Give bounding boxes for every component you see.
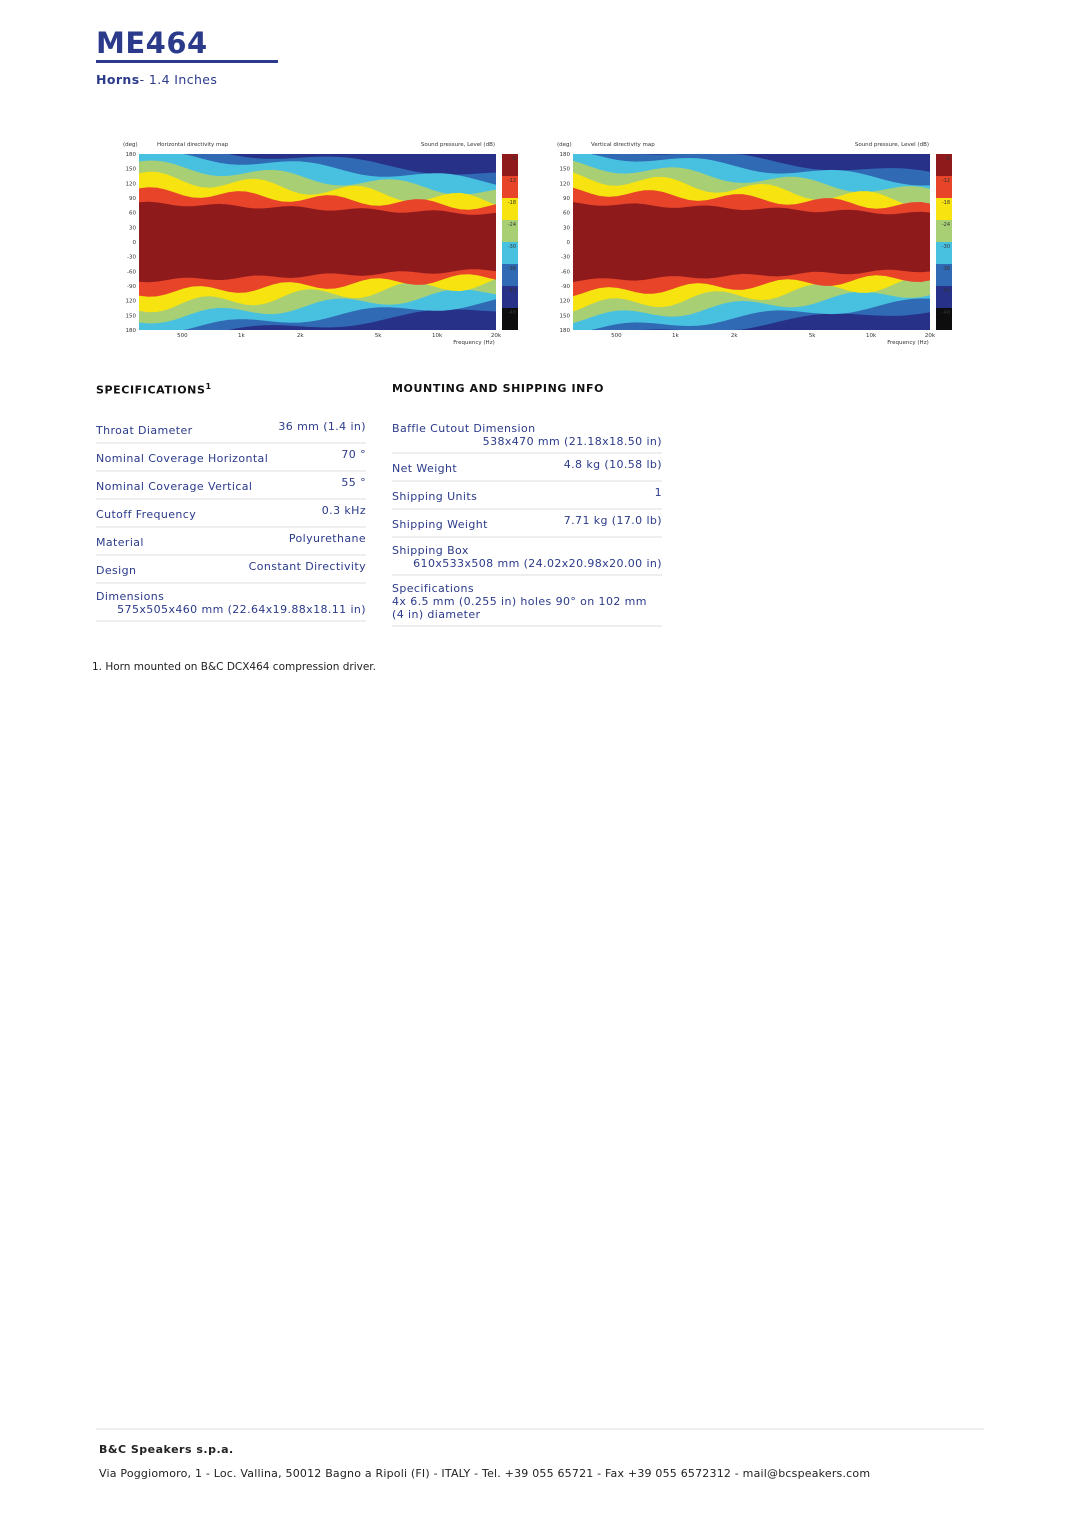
x-tick-label: 10k bbox=[431, 333, 443, 339]
directivity-heatmap bbox=[573, 154, 930, 330]
footer-company: B&C Speakers s.p.a. bbox=[99, 1443, 234, 1456]
y-tick-label: -30 bbox=[127, 254, 136, 261]
y-tick-label: 180 bbox=[125, 328, 136, 334]
y-tick-label: 60 bbox=[129, 210, 136, 217]
specifications-heading bbox=[96, 382, 212, 397]
spec-row bbox=[392, 538, 662, 576]
spec-row bbox=[96, 556, 366, 584]
spec-value: 4.8 kg (10.58 lb) bbox=[563, 458, 662, 471]
scale-tick-label: -24 bbox=[507, 222, 516, 228]
y-tick-label: 0 bbox=[566, 240, 570, 246]
scale-tick-label: -30 bbox=[941, 244, 950, 250]
plot-unit-label: (deg) bbox=[123, 142, 138, 148]
footer-divider bbox=[96, 1428, 984, 1430]
spec-label: Cutoff Frequency bbox=[96, 508, 197, 521]
y-tick-label: 180 bbox=[125, 152, 136, 158]
y-tick-label: 120 bbox=[559, 181, 570, 188]
product-title: ME464 bbox=[96, 26, 208, 60]
x-tick-label: 10k bbox=[865, 333, 877, 339]
spec-label: Material bbox=[96, 536, 144, 549]
spec-label: Dimensions bbox=[96, 590, 165, 603]
spec-row bbox=[392, 482, 662, 510]
plot-title: Vertical directivity map bbox=[591, 142, 655, 148]
spec-label: Nominal Coverage Vertical bbox=[96, 480, 253, 493]
y-tick-label: 30 bbox=[129, 225, 136, 232]
scale-tick-label: -18 bbox=[941, 200, 950, 206]
spec-value: 36 mm (1.4 in) bbox=[278, 420, 366, 433]
spec-row bbox=[96, 584, 366, 622]
scale-label: Sound pressure, Level (dB) bbox=[420, 142, 495, 148]
y-tick-label: 120 bbox=[559, 298, 570, 305]
spec-row bbox=[96, 500, 366, 528]
x-tick-label: 2k bbox=[296, 333, 304, 339]
title-underline bbox=[96, 60, 278, 63]
spec-row bbox=[96, 416, 366, 444]
mounting-table bbox=[392, 416, 662, 627]
y-tick-label: -30 bbox=[561, 254, 570, 261]
x-tick-label: 20k bbox=[490, 333, 502, 339]
y-tick-label: 120 bbox=[125, 298, 136, 305]
y-tick-label: 60 bbox=[563, 210, 570, 217]
x-tick-label: 5k bbox=[808, 333, 816, 339]
plot-title: Horizontal directivity map bbox=[157, 142, 229, 148]
y-tick-label: 180 bbox=[559, 152, 570, 158]
scale-tick-label: -48 bbox=[507, 310, 516, 316]
spec-label: Shipping Weight bbox=[392, 518, 488, 531]
product-subtitle bbox=[96, 72, 217, 87]
x-tick-label: 20k bbox=[924, 333, 936, 339]
scale-tick-label: -42 bbox=[507, 288, 516, 294]
vertical-directivity-map bbox=[553, 137, 957, 349]
spec-label: Shipping Box bbox=[392, 544, 469, 557]
scale-tick-label: -36 bbox=[507, 266, 516, 272]
spec-row bbox=[96, 528, 366, 556]
y-tick-label: 120 bbox=[125, 181, 136, 188]
spec-value: Constant Directivity bbox=[248, 560, 366, 573]
spec-value: 4x 6.5 mm (0.255 in) holes 90° on 102 mm (4 in) diameter bbox=[392, 595, 647, 621]
scale-tick-label: -30 bbox=[507, 244, 516, 250]
spec-label: Specifications bbox=[392, 582, 474, 595]
scale-tick-label: -42 bbox=[941, 288, 950, 294]
y-tick-label: 30 bbox=[563, 225, 570, 232]
scale-tick-label: -18 bbox=[507, 200, 516, 206]
scale-tick-label: -6 bbox=[945, 156, 950, 162]
y-tick-label: 150 bbox=[125, 313, 136, 320]
horizontal-directivity-map bbox=[119, 137, 523, 349]
scale-tick-label: -12 bbox=[941, 178, 950, 184]
y-tick-label: 180 bbox=[559, 328, 570, 334]
spec-label: Net Weight bbox=[392, 462, 458, 475]
y-tick-label: 90 bbox=[129, 196, 136, 202]
spec-value: 0.3 kHz bbox=[321, 504, 366, 517]
footnote: 1. Horn mounted on B&C DCX464 compression driver. bbox=[92, 661, 376, 673]
specifications-table bbox=[96, 416, 366, 622]
scale-tick-label: -12 bbox=[507, 178, 516, 184]
y-tick-label: 150 bbox=[559, 313, 570, 320]
spec-value: 55 ° bbox=[341, 476, 366, 489]
subtitle-size: - 1.4 Inches bbox=[139, 72, 218, 87]
x-axis-label: Frequency (Hz) bbox=[887, 340, 929, 346]
spec-row bbox=[96, 472, 366, 500]
scale-tick-label: -24 bbox=[941, 222, 950, 228]
level-color-scale bbox=[936, 154, 952, 330]
spec-label: Nominal Coverage Horizontal bbox=[96, 452, 269, 465]
spec-label: Throat Diameter bbox=[96, 424, 193, 437]
x-tick-label: 500 bbox=[611, 333, 622, 339]
footnote-marker: 1 bbox=[205, 382, 212, 391]
spec-value: Polyurethane bbox=[288, 532, 366, 545]
spec-label: Baffle Cutout Dimension bbox=[392, 422, 536, 435]
spec-row bbox=[96, 444, 366, 472]
x-tick-label: 500 bbox=[177, 333, 188, 339]
plot-unit-label: (deg) bbox=[557, 142, 572, 148]
y-tick-label: 150 bbox=[559, 166, 570, 173]
scale-tick-label: -48 bbox=[941, 310, 950, 316]
y-tick-label: 90 bbox=[563, 196, 570, 202]
scale-tick-label: -36 bbox=[941, 266, 950, 272]
x-tick-label: 5k bbox=[374, 333, 382, 339]
spec-row bbox=[392, 416, 662, 454]
spec-value: 1 bbox=[654, 486, 662, 499]
spec-value: 610x533x508 mm (24.02x20.98x20.00 in) bbox=[413, 557, 662, 570]
spec-value: 7.71 kg (17.0 lb) bbox=[563, 514, 662, 527]
spec-value: 70 ° bbox=[341, 448, 366, 461]
directivity-heatmap bbox=[139, 154, 496, 330]
level-band bbox=[573, 202, 930, 282]
y-tick-label: -60 bbox=[127, 269, 136, 276]
spec-label: Design bbox=[96, 564, 137, 577]
specifications-heading-text: SPECIFICATIONS bbox=[96, 383, 206, 397]
y-tick-label: -60 bbox=[561, 269, 570, 276]
spec-row bbox=[392, 510, 662, 538]
scale-tick-label: -6 bbox=[511, 156, 516, 162]
y-tick-label: -90 bbox=[561, 284, 570, 290]
y-tick-label: 150 bbox=[125, 166, 136, 173]
level-color-scale bbox=[502, 154, 518, 330]
scale-label: Sound pressure, Level (dB) bbox=[854, 142, 929, 148]
x-tick-label: 1k bbox=[672, 333, 679, 339]
footer-address: Via Poggiomoro, 1 - Loc. Vallina, 50012 Bagno a Ripoli (FI) - ITALY - Tel. +39 055 65721 - Fax +39 055 6572312 - mail@bcspeakers.com bbox=[99, 1467, 871, 1480]
x-axis-label: Frequency (Hz) bbox=[453, 340, 495, 346]
subtitle-category: Horns bbox=[96, 72, 140, 87]
y-tick-label: 0 bbox=[132, 240, 136, 246]
x-tick-label: 2k bbox=[730, 333, 738, 339]
spec-label: Shipping Units bbox=[392, 490, 478, 503]
spec-row bbox=[392, 576, 662, 627]
spec-row bbox=[392, 454, 662, 482]
spec-value: 538x470 mm (21.18x18.50 in) bbox=[482, 435, 662, 448]
mounting-heading: MOUNTING AND SHIPPING INFO bbox=[392, 382, 605, 395]
level-band bbox=[139, 202, 496, 282]
y-tick-label: -90 bbox=[127, 284, 136, 290]
spec-value: 575x505x460 mm (22.64x19.88x18.11 in) bbox=[117, 603, 366, 616]
x-tick-label: 1k bbox=[238, 333, 245, 339]
